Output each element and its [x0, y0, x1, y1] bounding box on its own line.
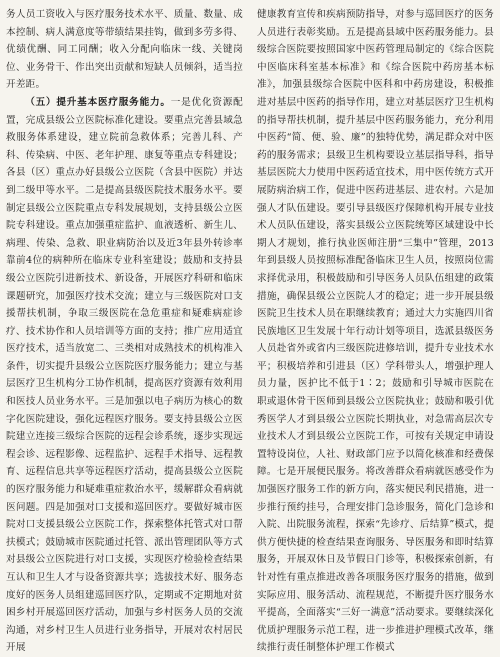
left-column — [6, 6, 243, 654]
section-body: 一是优化资源配置，完成县级公立医院标准化建设。要重点完善县域急救服务体系建设，建立院前急救体系；完善儿科、产科、传染病、中医、老年护理、康复等重点专科建设；各县（区）重点办好县级公立医院（含县中医院）并达到二级甲等水平。二是提高县级医院技术服务水平。要制定县级公立医院重点专科发展规划，支持县级公立医院专科建设。重点加强重症监护、血液透析、新生儿、病理、传染、急救、职业病防治以及近3年县外转诊率靠前4位的病种所在临床专业科室建设；鼓励和支持县级公立医院引进新技术、新设备，开展医疗科研和临床课题研究，加强医疗技术交流；建立与三级医院对口支援帮扶机制，争取三级医院在急危重症和疑难病症诊疗、技术协作和人员培训等方面的支持；推广应用适宜医疗技术，适当放宽二、三类相对成熟技术的机构准入条件，切实提升县级公立医院医疗服务能力；建立与基层医疗卫生机构分工协作机制，提高医疗资源有效利用和医技人员业务水平。三是加强以电子病历为核心的数字化医院建设，强化远程医疗服务。要支持县级公立医院建立连接三级综合医院的远程会诊系统，逐步实现远程会诊、远程影像、远程监护、远程手术指导、远程教育、远程信息共享等远程医疗活动，提高县级公立医院的医疗服务能力和疑难重症救治水平，缓解群众看病就医问题。四是加强对口支援和巡回医疗。要做好城市医院对口支援县级公立医院工作，探索整体托管式对口帮扶模式；鼓励城市医院通过托管、派出管理团队等方式对县级公立医院进行对口支援，实现医疗检验检查结果互认和卫生人才与设备资源共享；选拔技术好、服务态度好的医务人员组建巡回医疗队，定期或不定期地对贫困乡村开展巡回医疗活动，加强与乡村医务人员的交流沟通，对乡村卫生人员进行业务指导，开展对农村居民开展 — [6, 96, 243, 654]
right-column — [257, 6, 494, 654]
paragraph-right-text: 健康教育宣传和疾病预防指导，对参与巡回医疗的医务人员进行表彰奖励。五是提高县域中医药服务能力。县级综合医院要按照国家中医药管理局制定的《综合医院中医临床科室基本标准》和《综合医院中药房基本标准》，加强县级综合医院中医科和中药房建设，积极推进对基层中医药的指导作用，建立对基层医疗卫生机构的指导帮扶机制，提升基层中医药服务能力，充分利用中医药“简、便、验、廉”的独特优势，满足群众对中医药的服务需求；县级卫生机构要设立基层指导科，指导基层医院大力使用中医药适宜技术，用中医传统方式开展防病治病工作，促进中医药进基层、进农村。六是加强人才队伍建设。要引导县级医疗保障机构开展专业技术人员队伍建设，落实县级公立医院统筹区域建设中长期人才规划，推行执业医师注册“三集中”管理，2013年到县级人员按照标准配备临床卫生人员，按照岗位需求择优录用，积极鼓励和引导医务人员队伍组建的政策措施，确保县级公立医院人才的稳定；进一步开展县级医院卫生技术人员在职继续教育；通过大力实施四川省民族地区卫生发展十年行动计划等项目，选派县级医务人员赴省外或省内三级医院进修培训，提升专业技术水平；积极培养和引进县（区）学科带头人，增强护理人员力量，医护比不低于1∶2；鼓励和引导城市医院在职或退休骨干医师到县级公立医院执业；鼓励和吸引优秀医学人才到县级公立医院长期执业，对急需高层次专业技术人才到县级公立医院工作，可按有关规定申请设置特设岗位，人社、财政部门应予以简化核准和经费保障。七是开展便民服务。将改善群众看病就医感受作为加强医疗服务工作的新方向，落实便民利民措施，进一步推行预约挂号，合理安排门急诊服务，简化门急诊和入院、出院服务流程，探索“先诊疗、后结算”模式，提供方便快捷的检查结果查询服务、导医服务和即时结算服务，开展双休日及节假日门诊等，积极探索创新，有针对性有重点推进改善各项服务医疗服务的措施，做到实际应用、服务活动、流程规范，不断提升医疗服务水平提高，全面落实“三好一满意”活动要求。要继续深化优质护理服务示范工程，进一步推进护理模式改革，继续推行责任制整体护理工作模式 — [257, 9, 494, 654]
paragraph-continuation: 务人员工资收入与医疗服务技术水平、质量、数量、成本控制、病人满意度等带绩结果挂钩，做到多劳多得、优绩优酬、同工同酬；收入分配向临床一线、关键岗位、业务骨干、作出突出贡献和短缺人员倾斜，适当拉开差距。 — [6, 9, 243, 91]
section-heading: （五）提升基本医疗服务能力。 — [25, 96, 171, 108]
paragraph-section-five — [6, 94, 243, 657]
